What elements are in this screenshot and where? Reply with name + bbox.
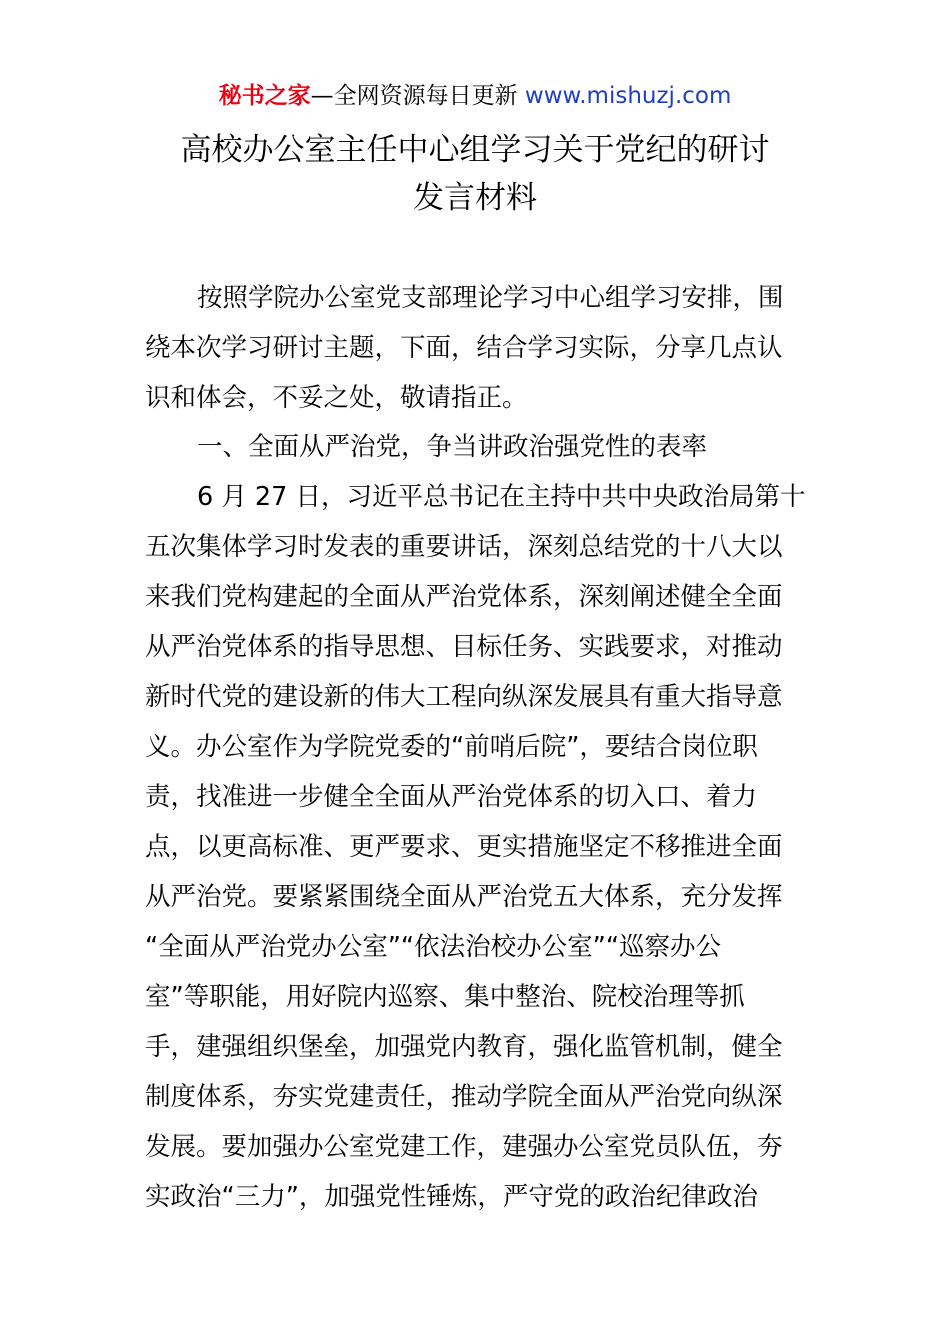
- paragraph-intro: [145, 273, 815, 423]
- paragraph-section-1: [145, 472, 815, 1222]
- text-line: 点，以更高标准、更严要求、更实措施坚定不移推进全面: [145, 832, 783, 862]
- banner-url[interactable]: www.mishuzj.com: [524, 83, 732, 109]
- text-line: 来我们党构建起的全面从严治党体系，深刻阐述健全全面: [145, 582, 783, 612]
- text-line: 五次集体学习时发表的重要讲话，深刻总结党的十八大以: [145, 532, 783, 562]
- text-line: 责，找准进一步健全全面从严治党体系的切入口、着力: [145, 782, 758, 812]
- text-line: 识和体会，不妥之处，敬请指正。: [145, 383, 528, 413]
- text-line: 室”等职能，用好院内巡察、集中整治、院校治理等抓: [145, 982, 745, 1012]
- text-line: 从严治党体系的指导思想、目标任务、实践要求，对推动: [145, 632, 783, 662]
- text-line: 新时代党的建设新的伟大工程向纵深发展具有重大指导意: [145, 682, 783, 712]
- text-line: 制度体系，夯实党建责任，推动学院全面从严治党向纵深: [145, 1082, 783, 1112]
- text-line: 绕本次学习研讨主题，下面，结合学习实际，分享几点认: [145, 333, 783, 363]
- text-line: 6 月 27 日，习近平总书记在主持中共中央政治局第十: [197, 482, 806, 512]
- text-line: 从严治党。要紧紧围绕全面从严治党五大体系，充分发挥: [145, 882, 783, 912]
- site-banner: [0, 78, 950, 114]
- text-line: 按照学院办公室党支部理论学习中心组学习安排，围: [197, 283, 784, 313]
- heading-text: 一、全面从严治党，争当讲政治强党性的表率: [197, 432, 708, 462]
- text-line: 手，建强组织堡垒，加强党内教育，强化监管机制，健全: [145, 1032, 783, 1062]
- text-line: “全面从严治党办公室”“依法治校办公室”“巡察办公: [145, 932, 722, 962]
- text-line: 实政治“三力”，加强党性锤炼，严守党的政治纪律政治: [145, 1182, 758, 1212]
- text-line: 发展。要加强办公室党建工作，建强办公室党员队伍，夯: [145, 1132, 783, 1162]
- text-line: 义。办公室作为学院党委的“前哨后院”，要结合岗位职: [145, 732, 758, 762]
- document-title-line-1: 高校办公室主任中心组学习关于党纪的研讨: [180, 132, 770, 168]
- document-title-line-2: 发言材料: [413, 180, 537, 216]
- section-heading-1: [145, 422, 815, 472]
- banner-brand: 秘书之家: [218, 83, 311, 109]
- banner-slogan: —全网资源每日更新: [310, 83, 525, 109]
